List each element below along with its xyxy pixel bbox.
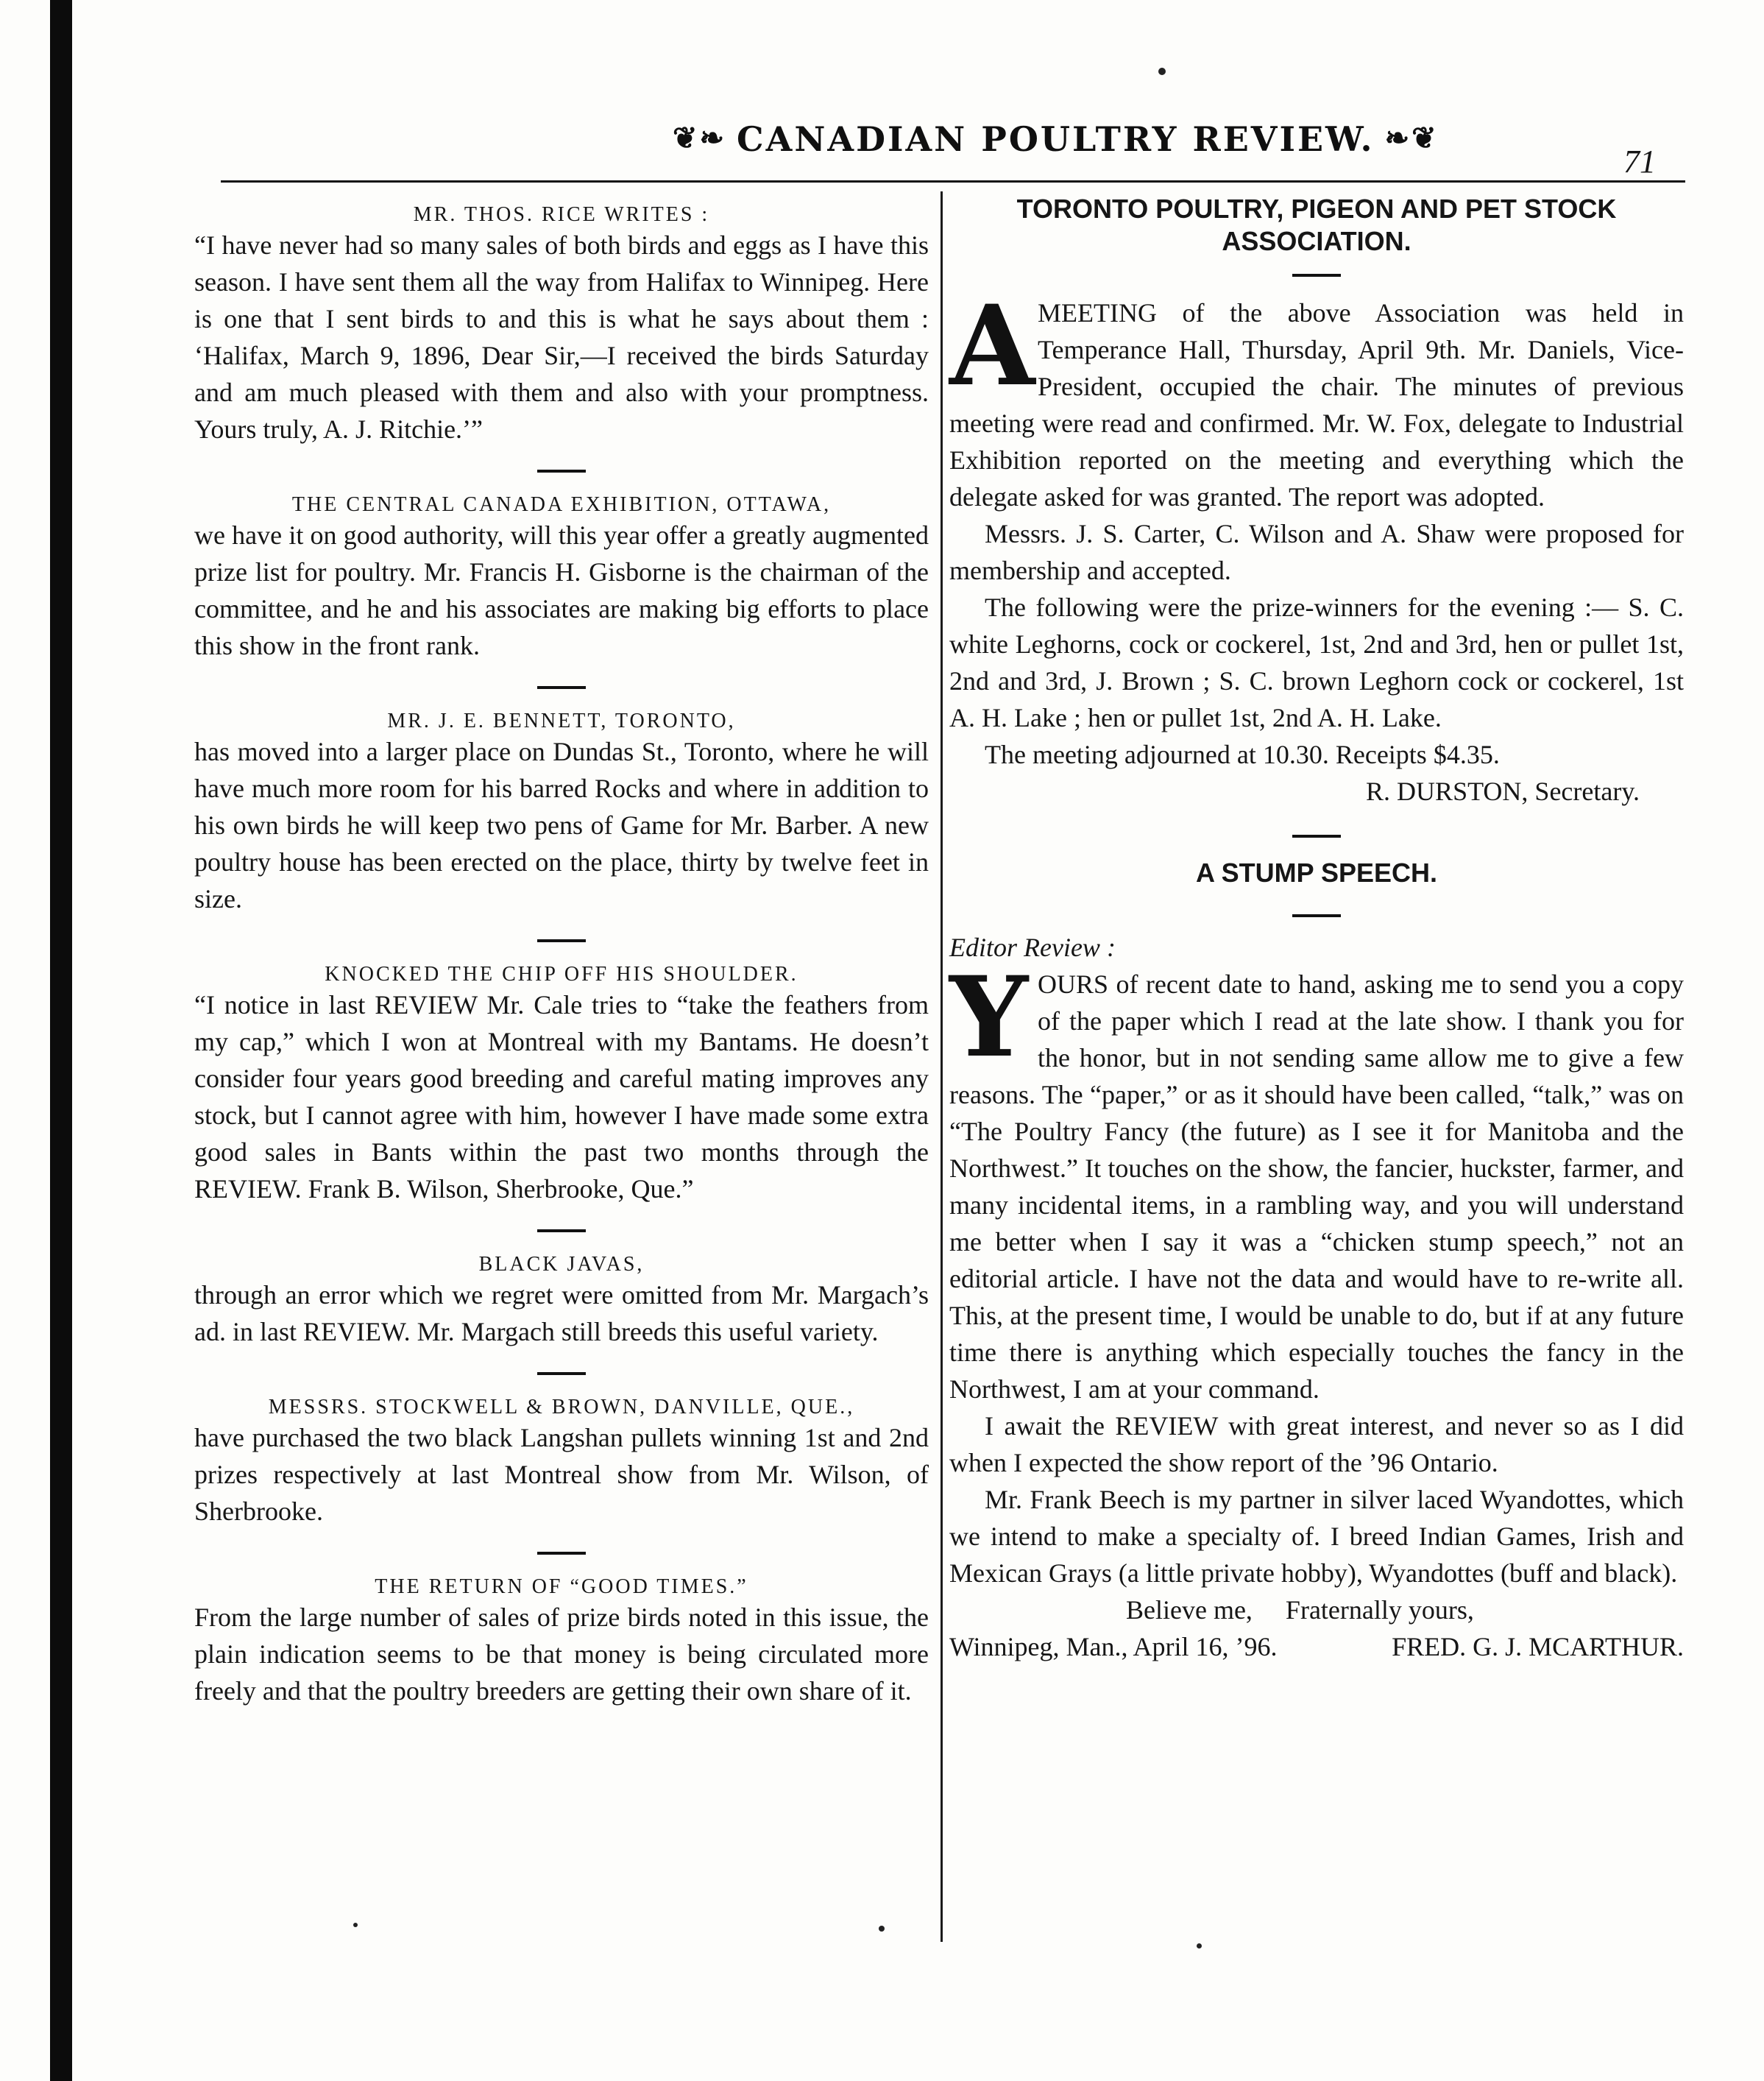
scan-speck: [879, 1926, 885, 1932]
ornament-left-icon: ❦❧: [673, 121, 727, 155]
association-paragraph: The following were the prize-winners for the evening :— S. C. white Leghorns, cock or cockerel, 1st, 2nd and 3rd, hen or pullet 1st, 2nd and 3rd, J. Brown ; S. C. brown Leghorn cock or cockerel, 1st A. H. Lake ; hen or pullet 1st, 2nd A. H. Lake.: [949, 593, 1684, 732]
letter-signoff: [949, 1628, 1684, 1665]
drop-cap: A: [949, 281, 1035, 411]
section-heading: THE CENTRAL CANADA EXHIBITION, OTTAWA,: [291, 493, 832, 516]
drop-cap: Y: [949, 953, 1029, 1082]
header-rule: [221, 180, 1685, 183]
scan-speck: [353, 1923, 358, 1927]
scan-edge-bar: [50, 0, 72, 2081]
association-paragraph: AMEETING of the above Association was held in Temperance Hall, Thursday, April 9th. Mr. Daniels, Vice-President, occupied the chair. The minutes of previous meeting were read and confirmed. Mr. W. Fox, delegate to Industrial Exhibition reported on the meeting and everything which the delegate asked for was granted. The report was adopted.: [949, 281, 1684, 512]
scan-speck: [1158, 68, 1166, 75]
section-heading: KNOCKED THE CHIP OFF HIS SHOULDER.: [325, 963, 798, 986]
column-rule: [941, 191, 943, 1942]
letter-closing: Believe me, Fraternally yours,: [1126, 1595, 1474, 1625]
section-body: From the large number of sales of prize birds noted in this issue, the plain indication seems to be that money is being circulated more freely and that the poultry breeders are getting their own share of it.: [194, 1603, 929, 1706]
section-body: has moved into a larger place on Dundas St., Toronto, where he will have much more room for his barred Rocks and where in addition to his own birds he will keep two pens of Game for Mr. Barber. A new poultry house has been erected on the place, thirty by twelve feet in size.: [194, 737, 929, 914]
page-header: [221, 110, 1663, 184]
section-body: we have it on good authority, will this year offer a greatly augmented prize list for poultry. Mr. Francis H. Gisborne is the chairman of the committee, and he and his associates are making big efforts to place this show in the front rank.: [194, 520, 929, 660]
left-column: [194, 193, 929, 1709]
masthead: [662, 119, 1449, 159]
letter-paragraph: I await the REVIEW with great interest, and never so as I did when I expected the show report of the ’96 Ontario.: [949, 1411, 1684, 1477]
salutation: Editor Review :: [949, 933, 1116, 962]
section-body: “I notice in last REVIEW Mr. Cale tries to “take the feathers from my cap,” which I won at Montreal with my Bantams. He doesn’t consider four years good breeding and careful mating improves any stock, but I cannot agree with him, however I have made some extra good sales in Bants within the past two months through the REVIEW. Frank B. Wilson, Sherbrooke, Que.”: [194, 990, 929, 1204]
section-body: “I have never had so many sales of both birds and eggs as I have this season. I have sent them all the way from Halifax to Winnipeg. Here is one that I sent birds to and this is what he says about them : ‘Halifax, March 9, 1896, Dear Sir,—I received the birds Saturday and am much pleased with them and also with your promptness. Yours truly, A. J. Ritchie.’”: [194, 230, 929, 444]
section-heading: THE RETURN OF “GOOD TIMES.”: [375, 1575, 748, 1598]
right-column: [949, 193, 1684, 1665]
ornament-right-icon: ❧❦: [1384, 121, 1439, 155]
section-heading: MR. J. E. BENNETT, TORONTO,: [387, 710, 736, 732]
letter-paragraph: YOURS of recent date to hand, asking me to send you a copy of the paper which I read at the late show. I thank you for the honor, but in not sending same allow me to give a few reasons. The “paper,” or as it should have been called, “talk,” was on “The Poultry Fancy (the future) as I see it for Manitoba and the Northwest.” It touches on the show, the fancier, huckster, farmer, and many incidental items, in a rambling way, and you will understand me better when I say it was a “chicken stump speech,” not an editorial article. I have not the data and would have to re-write all. This, at the present time, I would be unable to do, but if at any future time there is anything which especially touches the fancy in the Northwest, I am at your command.: [949, 953, 1684, 1404]
section-heading: MESSRS. STOCKWELL & BROWN, DANVILLE, QUE.,: [268, 1396, 855, 1418]
section-body: have purchased the two black Langshan pullets winning 1st and 2nd prizes respectively at last Montreal show from Mr. Wilson, of Sherbrooke.: [194, 1423, 929, 1526]
section-body: through an error which we regret were omitted from Mr. Margach’s ad. in last REVIEW. Mr. Margach still breeds this useful variety.: [194, 1280, 929, 1346]
letter-place-date: Winnipeg, Man., April 16, ’96.: [949, 1632, 1278, 1661]
association-paragraph: The meeting adjourned at 10.30. Receipts $4.35.: [985, 740, 1500, 769]
letter-paragraph: Mr. Frank Beech is my partner in silver laced Wyandottes, which we intend to make a specialty of. I breed Indian Games, Irish and Mexican Grays (a little private hobby), Wyandottes (buff and black).: [949, 1485, 1684, 1588]
association-signature: R. DURSTON, Secretary.: [1366, 777, 1640, 806]
association-heading: TORONTO POULTRY, PIGEON AND PET STOCK ASSOCIATION.: [1016, 194, 1617, 256]
section-heading: MR. THOS. RICE WRITES :: [413, 203, 710, 226]
masthead-title: CANADIAN POULTRY REVIEW.: [737, 119, 1375, 159]
association-paragraph: Messrs. J. S. Carter, C. Wilson and A. Shaw were proposed for membership and accepted.: [949, 519, 1684, 585]
stump-speech-heading: A STUMP SPEECH.: [1195, 858, 1438, 888]
page-number: 71: [1623, 144, 1656, 180]
scan-speck: [1197, 1943, 1202, 1948]
letter-signature: FRED. G. J. MCARTHUR.: [1392, 1632, 1684, 1661]
section-heading: BLACK JAVAS,: [478, 1253, 645, 1276]
